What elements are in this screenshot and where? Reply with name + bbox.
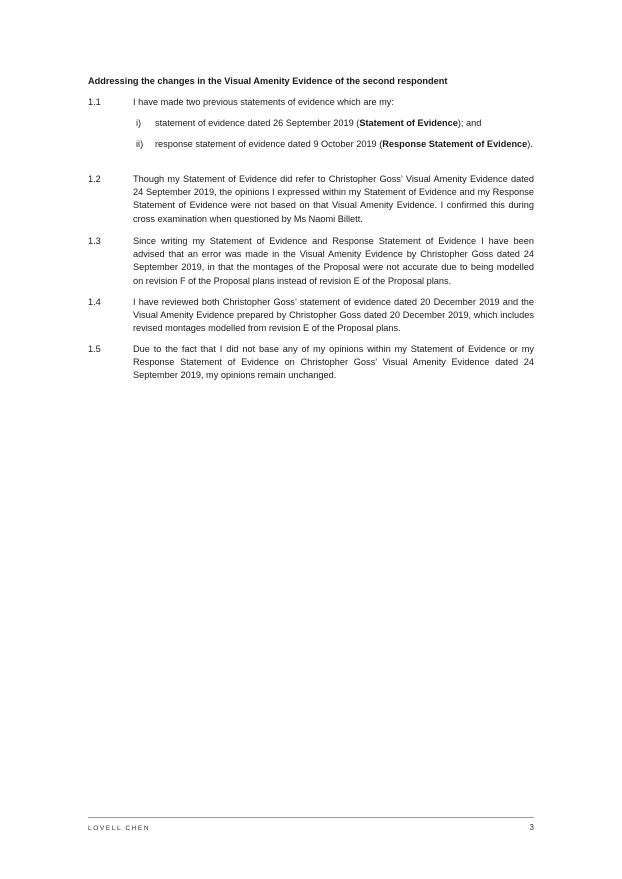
- paragraph-number: 1.3: [88, 236, 101, 246]
- footer-divider: [88, 817, 534, 818]
- paragraph-text: Though my Statement of Evidence did refer to Christopher Goss’ Visual Amenity Evidence dated 24 September 2019, the opinions I expressed within my Statement of Evidence and my Response Statement of Evidence were not based on that Visual Amenity Evidence. I confirmed this during cross examination when questioned by Ms Naomi Billett.: [133, 174, 534, 224]
- paragraph-1-5: [88, 343, 534, 383]
- list-item-response-statement: [136, 138, 534, 151]
- section-heading: Addressing the changes in the Visual Amenity Evidence of the second respondent: [88, 76, 448, 86]
- paragraph-number: 1.5: [88, 344, 101, 354]
- page-number: 3: [529, 823, 534, 832]
- list-item-statement: [136, 117, 534, 130]
- paragraph-1-4: [88, 296, 534, 336]
- paragraph-1-3: [88, 235, 534, 288]
- paragraph-number: 1.1: [88, 97, 101, 107]
- paragraph-1-2: [88, 173, 534, 226]
- list-numeral: ii): [136, 139, 144, 149]
- list-item-text: statement of evidence dated 26 September 2019 (Statement of Evidence); and: [155, 118, 482, 128]
- list-numeral: i): [136, 118, 142, 128]
- paragraph-1-1: [88, 96, 534, 109]
- paragraph-number: 1.4: [88, 297, 101, 307]
- paragraph-number: 1.2: [88, 174, 101, 184]
- paragraph-text: I have reviewed both Christopher Goss’ statement of evidence dated 20 December 2019 and the Visual Amenity Evidence prepared by Christopher Goss dated 20 December 2019, which includes revised montages modelled from revision E of the Proposal plans.: [133, 297, 534, 334]
- paragraph-text: Since writing my Statement of Evidence and Response Statement of Evidence I have been advised that an error was made in the Visual Amenity Evidence by Christopher Goss dated 24 September 2019, in that the montages of the Proposal were not accurate due to being modelled on revision F of the Proposal plans instead of revision E of the Proposal plans.: [133, 236, 534, 286]
- bold-term: Statement of Evidence: [359, 118, 458, 128]
- list-item-text: response statement of evidence dated 9 October 2019 (Response Statement of Evidence).: [155, 139, 533, 149]
- paragraph-text: Due to the fact that I did not base any of my opinions within my Statement of Evidence or my Response Statement of Evidence on Christopher Goss’ Visual Amenity Evidence dated 24 September 2019, my opinions remain unchanged.: [133, 344, 534, 381]
- paragraph-text: I have made two previous statements of evidence which are my:: [133, 97, 394, 107]
- footer-firm-name: LOVELL CHEN: [88, 825, 151, 832]
- bold-term: Response Statement of Evidence: [382, 139, 528, 149]
